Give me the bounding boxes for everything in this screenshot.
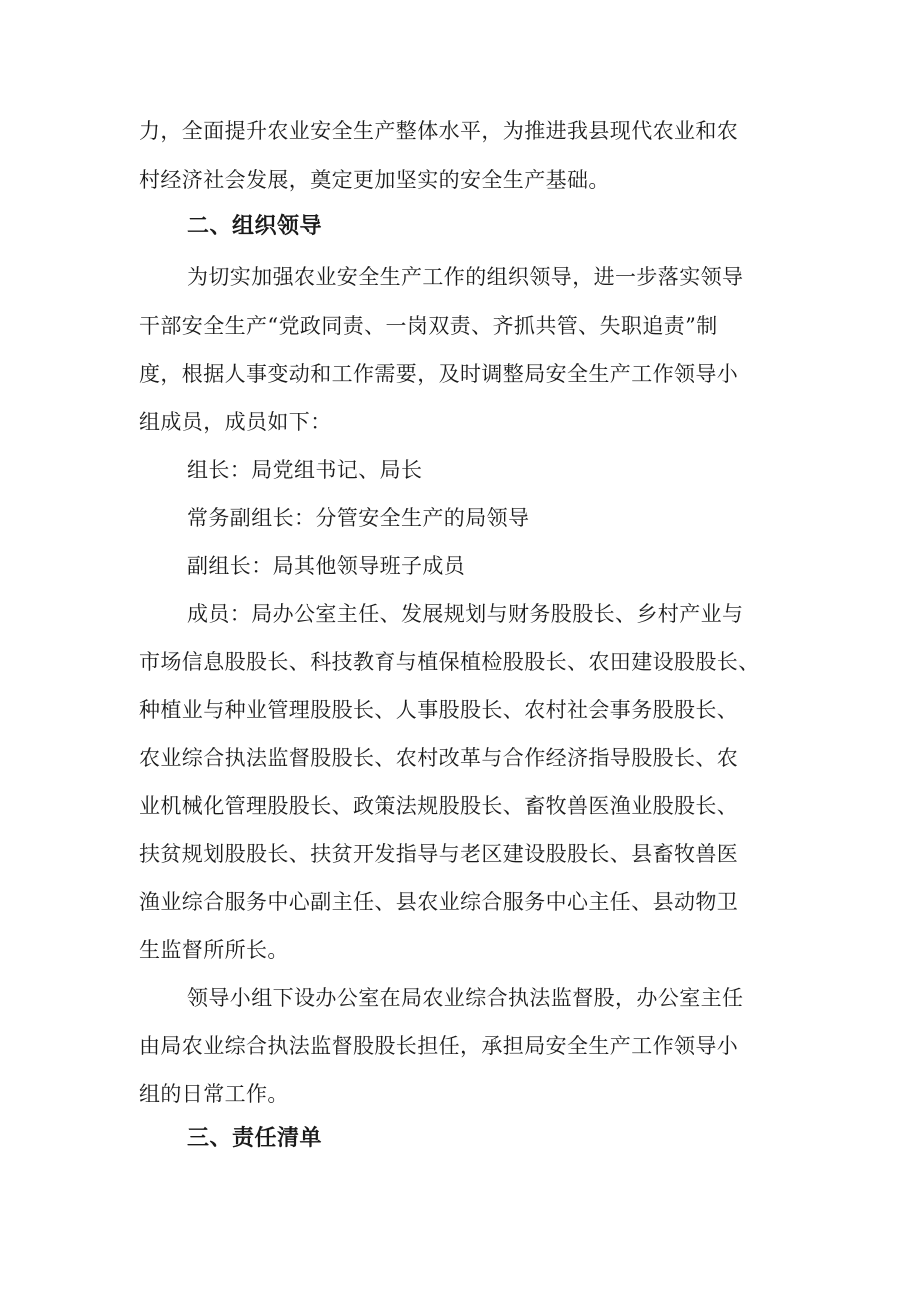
- members-line-5: 业机械化管理股股长、政策法规股股长、畜牧兽医渔业股股长、: [139, 794, 739, 818]
- deputy-line: 副组长：局其他领导班子成员: [187, 554, 466, 578]
- members-line-7: 渔业综合服务中心副主任、县农业综合服务中心主任、县动物卫: [139, 890, 739, 914]
- exec-deputy-line: 常务副组长：分管安全生产的局领导: [187, 506, 530, 530]
- members-line-4: 农业综合执法监督股股长、农村改革与合作经济指导股股长、农: [139, 746, 739, 770]
- members-line-2: 市场信息股股长、科技教育与植保植检股股长、农田建设股股长、: [139, 650, 760, 674]
- intro-line-2: 村经济社会发展，奠定更加坚实的安全生产基础。: [139, 168, 610, 192]
- section-3-heading: 三、责任清单: [187, 1126, 323, 1151]
- org-para-line-3: 度，根据人事变动和工作需要，及时调整局安全生产工作领导小: [139, 362, 739, 386]
- org-para-line-2: 干部安全生产“党政同责、一岗双责、齐抓共管、失职追责”制: [139, 314, 718, 338]
- org-para-line-4: 组成员，成员如下：: [139, 410, 332, 434]
- org-para-line-1: 为切实加强农业安全生产工作的组织领导，进一步落实领导: [187, 265, 744, 289]
- office-line-2: 由局农业综合执法监督股股长担任，承担局安全生产工作领导小: [139, 1034, 739, 1058]
- intro-line-1: 力，全面提升农业安全生产整体水平，为推进我县现代农业和农: [139, 119, 739, 143]
- members-line-1: 成员：局办公室主任、发展规划与财务股股长、乡村产业与: [187, 602, 744, 626]
- office-line-3: 组的日常工作。: [139, 1082, 289, 1106]
- members-line-3: 种植业与种业管理股股长、人事股股长、农村社会事务股股长、: [139, 698, 739, 722]
- office-line-1: 领导小组下设办公室在局农业综合执法监督股，办公室主任: [187, 986, 744, 1010]
- section-2-heading: 二、组织领导: [187, 214, 323, 239]
- members-line-6: 扶贫规划股股长、扶贫开发指导与老区建设股股长、县畜牧兽医: [139, 842, 739, 866]
- members-line-8: 生监督所所长。: [139, 938, 289, 962]
- leader-line: 组长：局党组书记、局长: [187, 458, 423, 482]
